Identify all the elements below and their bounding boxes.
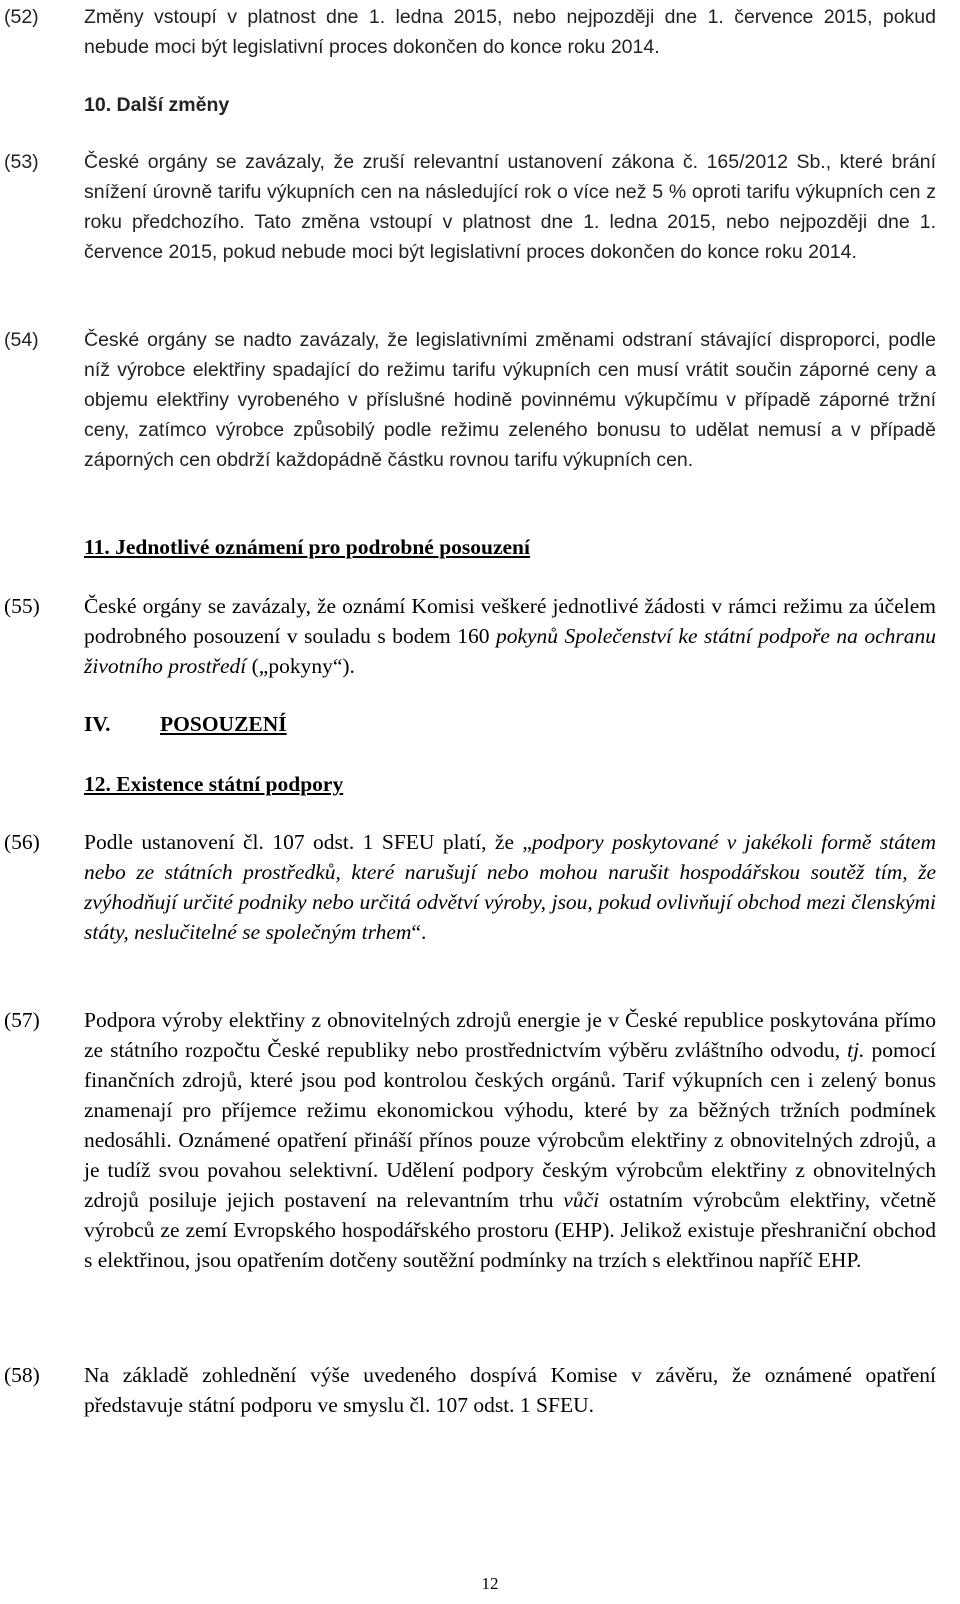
- paragraph-text-c: ostatním výrobcům elektřiny, včetně výrobců ze zemí Evropského hospodářského prostoru (EHP). Jelikož existuje přeshraniční obchod s elektřinou, jsou opatřením dotčeny soutěžní podmínky na trzích s elektřinou napříč EHP.: [84, 1188, 936, 1272]
- paragraph-text-a: České orgány se zavázaly, že oznámí Komisi veškeré jednotlivé žádosti v rámci režimu za účelem podrobného posouzení v souladu s bodem 160: [84, 594, 936, 648]
- paragraph-text: [84, 591, 936, 681]
- paragraph-number: (54): [4, 329, 39, 351]
- section-heading-text: 12. Existence státní podpory: [84, 772, 344, 796]
- paragraph-number: (58): [4, 1363, 40, 1387]
- paragraph-text: Změny vstoupí v platnost dne 1. ledna 2015, nebo nejpozději dne 1. července 2015, pokud nebude moci být legislativní proces dokončen do konce roku 2014.: [84, 6, 936, 58]
- treaty-quote: podpory poskytované v jakékoli formě státem nebo ze státních prostředků, které narušují nebo mohou narušit hospodářskou soutěž tím, že zvýhodňují určité podniky nebo určitá odvětví výroby, jsou, pokud ovlivňují obchod mezi členskými státy, neslučitelné se společným trhem: [84, 830, 936, 944]
- paragraph-number: (53): [4, 151, 39, 173]
- paragraph-text: [84, 827, 936, 947]
- paragraph-number: (56): [4, 830, 40, 854]
- italic-abbreviation: tj.: [847, 1038, 865, 1062]
- paragraph-text: [84, 147, 936, 267]
- paragraph-number: (55): [4, 594, 40, 618]
- paragraph-number: (52): [4, 6, 39, 28]
- section-heading-text: 10. Další změny: [84, 94, 230, 116]
- section-heading-10: [84, 90, 229, 120]
- section-heading-text: 11. Jednotlivé oznámení pro podrobné posouzení: [84, 535, 530, 559]
- paragraph-text-a: Podpora výroby elektřiny z obnovitelných zdrojů energie je v České republice poskytována přímo ze státního rozpočtu České republiky nebo prostřednictvím výběru zvláštního odvodu,: [84, 1008, 936, 1062]
- paragraph-lead: České orgány se zavázaly, že zruší relevantní ustanovení zákona č. 165/2012 Sb.: [84, 151, 826, 173]
- part-number: IV.: [84, 712, 111, 736]
- italic-word: vůči: [563, 1188, 600, 1212]
- paragraph-text: Na základě zohlednění výše uvedeného dospívá Komise v závěru, že oznámené opatření představuje státní podporu ve smyslu čl. 107 odst. 1 SFEU.: [84, 1363, 936, 1417]
- paragraph-text: České orgány se nadto zavázaly, že legislativními změnami odstraní stávající disproporci, podle níž výrobce elektřiny spadající do režimu tarifu výkupních cen musí vrátit součin záporné ceny a objemu elektřiny vyrobeného v příslušné hodině povinnému výkupčímu v případě záporné tržní ceny, zatímco výrobce způsobilý podle režimu zeleného bonusu to udělat nemusí a v případě záporných cen obdrží každopádně částku rovnou tarifu výkupních cen.: [84, 329, 936, 471]
- section-heading-12: [84, 769, 343, 799]
- part-title: POSOUZENÍ: [160, 712, 287, 736]
- guidelines-reference: pokynů Společenství ke státní podpoře na ochranu životního prostředí: [84, 624, 936, 678]
- section-heading-11: [84, 532, 530, 562]
- paragraph-number: (57): [4, 1008, 40, 1032]
- part-heading-iv: [84, 709, 287, 739]
- paragraph-rest: , které brání snížení úrovně tarifu výkupních cen na následující rok o více než 5 % oproti tarifu výkupních cen z roku předchozího. Tato změna vstoupí v platnost dne 1. ledna 2015, nebo nejpozději dne 1. července 2015, pokud nebude moci být legislativní proces dokončen do konce roku 2014.: [84, 151, 936, 263]
- paragraph-text-b: “.: [411, 920, 427, 944]
- paragraph-text-b: („pokyny“).: [246, 654, 355, 678]
- paragraph-text-a: Podle ustanovení čl. 107 odst. 1 SFEU platí, že „: [84, 830, 532, 854]
- page-number: 12: [481, 1574, 499, 1593]
- paragraph-text: [84, 1005, 936, 1275]
- paragraph-text-b: pomocí finančních zdrojů, které jsou pod kontrolou českých orgánů. Tarif výkupních cen i zelený bonus znamenají pro příjemce režimu ekonomickou výhodu, které by za běžných tržních podmínek nedosáhli. Oznámené opatření přináší přínos pouze výrobcům elektřiny z obnovitelných zdrojů, a je tudíž svou povahou selektivní. Udělení podpory českým výrobcům elektřiny z obnovitelných zdrojů posiluje jejich postavení na relevantním trhu: [84, 1038, 936, 1212]
